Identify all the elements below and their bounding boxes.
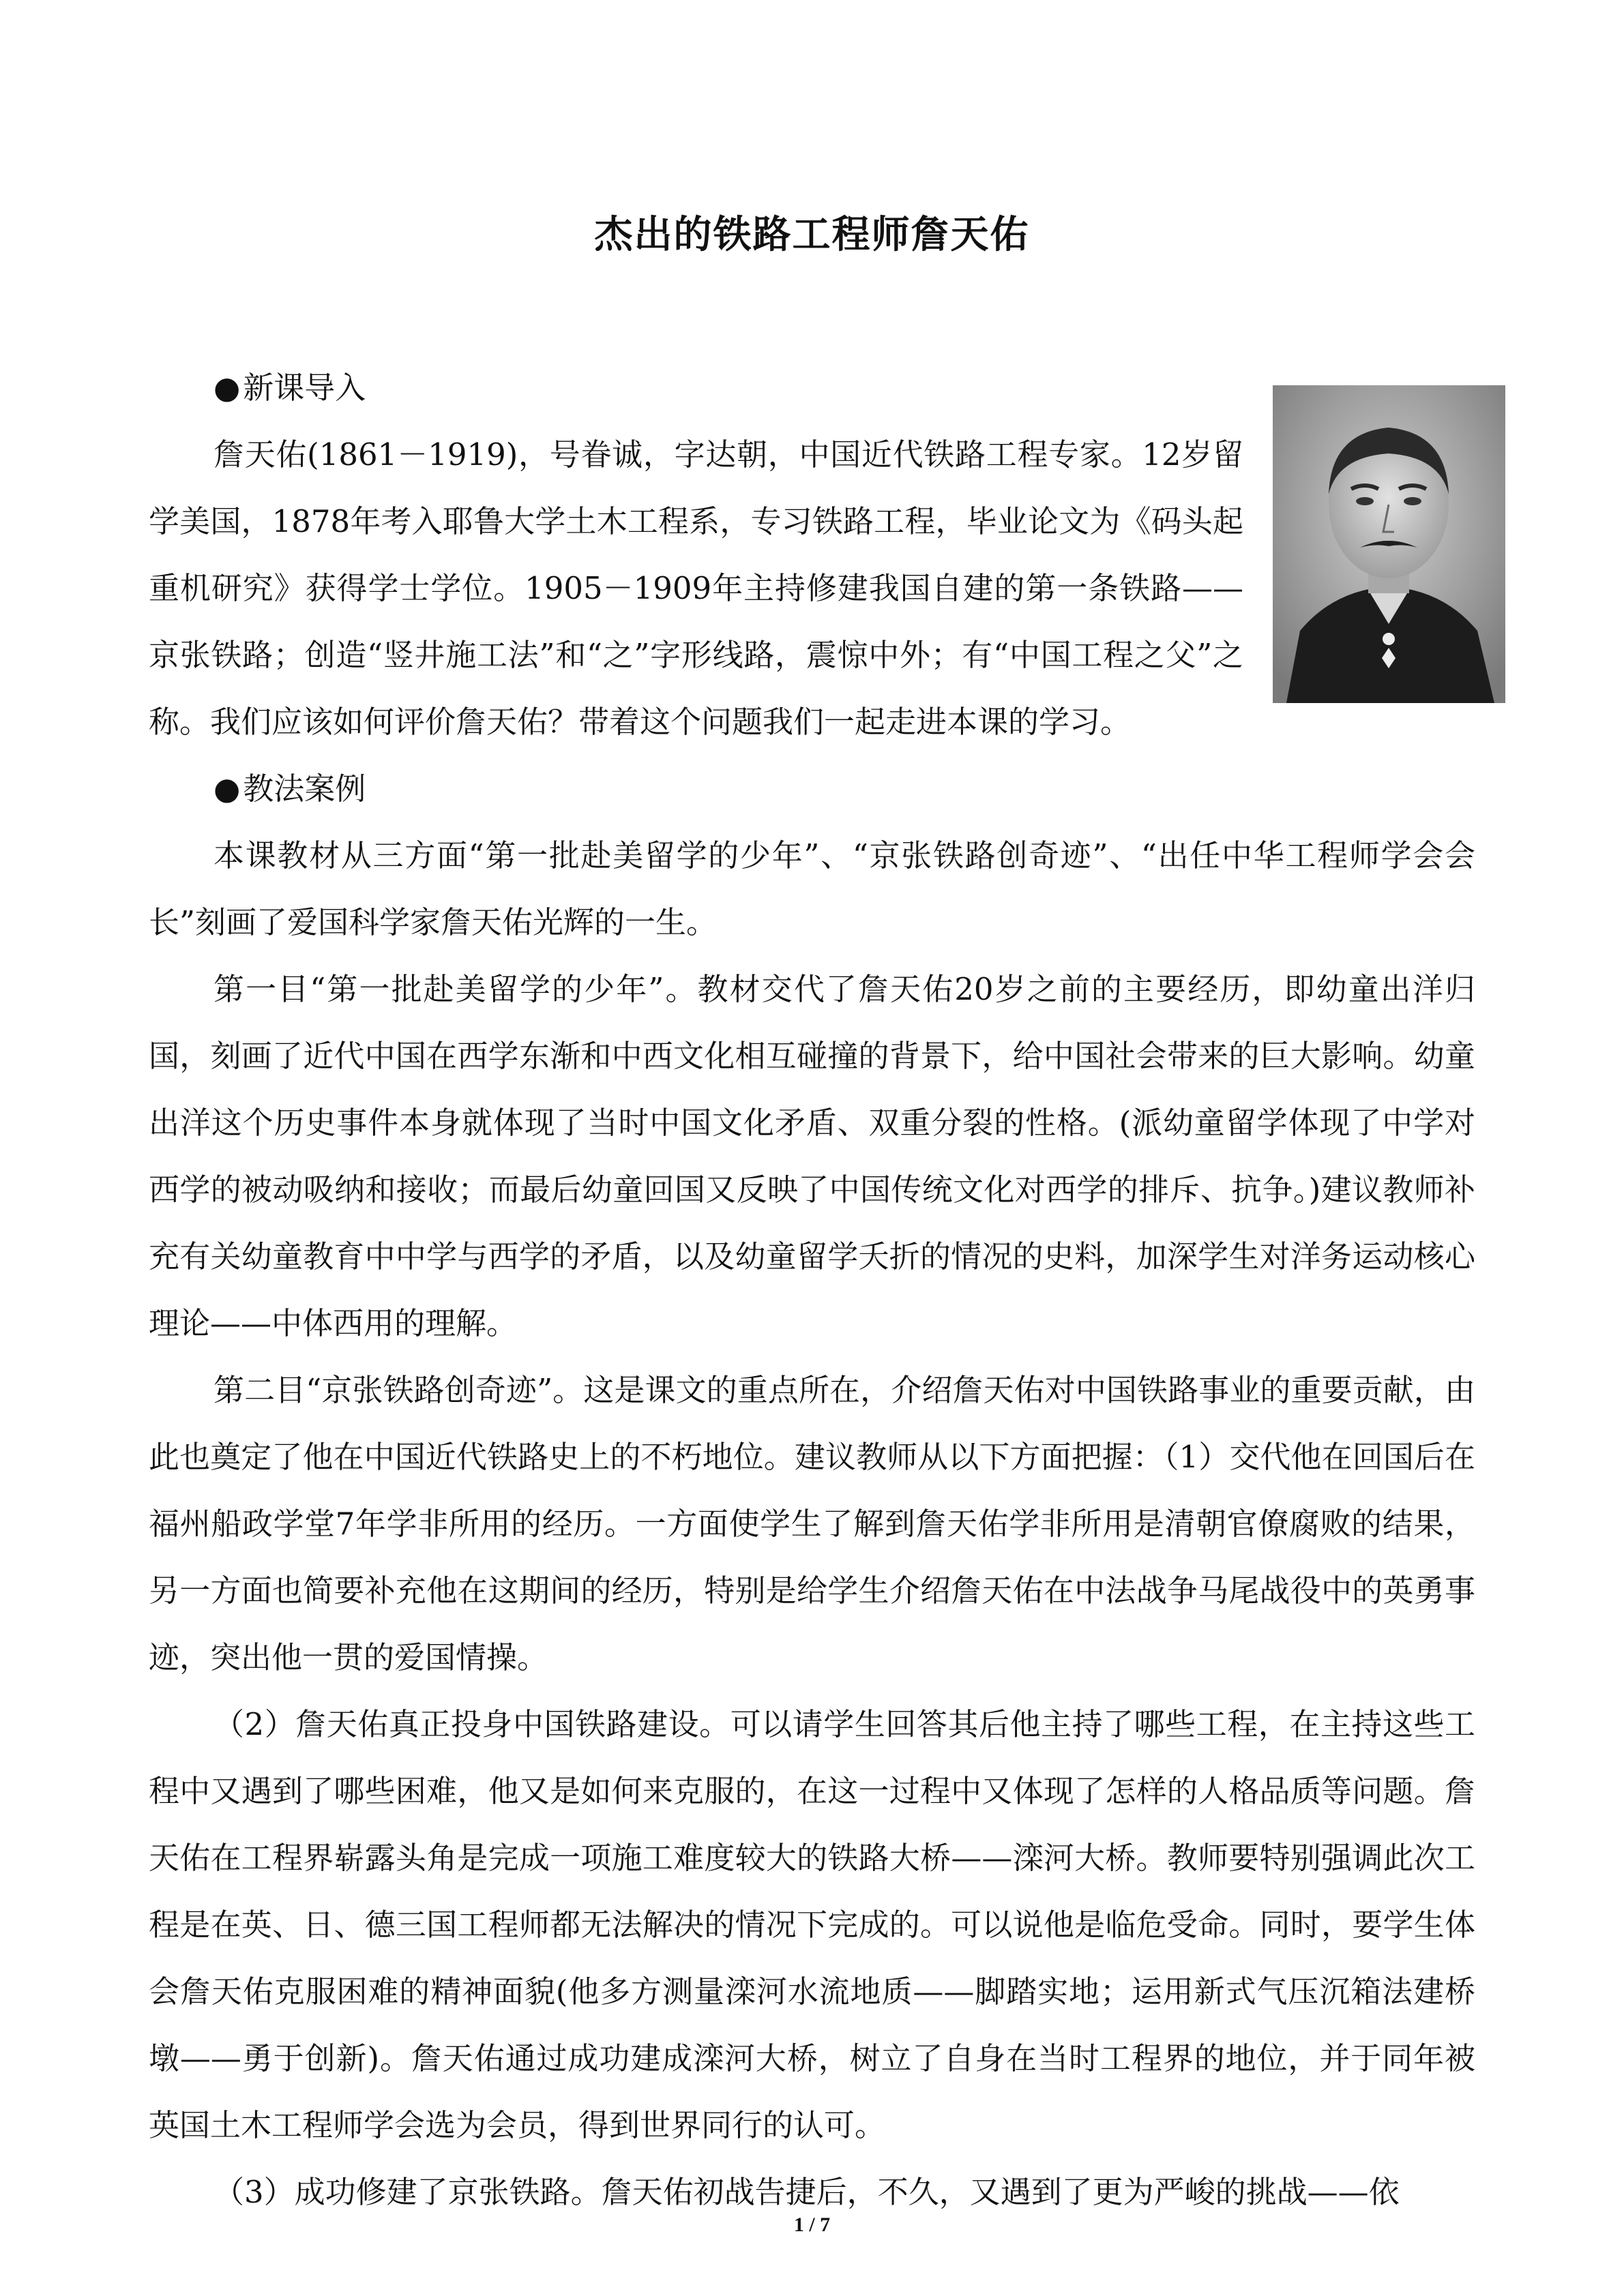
page-indicator: 1 / 7	[793, 2213, 831, 2236]
document-title: 杰出的铁路工程师詹天佑	[594, 213, 1030, 257]
intro-text-block	[149, 421, 1243, 756]
bullet-icon: ●	[213, 771, 241, 807]
section-heading-teaching-case: ●教法案例	[213, 771, 366, 807]
section-heading-intro: ●新课导入	[213, 370, 366, 406]
bullet-icon: ●	[213, 370, 241, 406]
paragraph: 第二目“京张铁路创奇迹”。这是课文的重点所在，介绍詹天佑对中国铁路事业的重要贡献，由此也奠定了他在中国近代铁路史上的不朽地位。建议教师从以下方面把握：（1）交代他在回国后在福州船政学堂7年学非所用的经历。一方面使学生了解到詹天佑学非所用是清朝官僚腐败的结果，另一方面也简要补充他在这期间的经历，特别是给学生介绍詹天佑在中法战争马尾战役中的英勇事迹，突出他一贯的爱国情操。	[149, 1372, 1475, 1675]
paragraph: 第一目“第一批赴美留学的少年”。教材交代了詹天佑20岁之前的主要经历，即幼童出洋归国，刻画了近代中国在西学东渐和中西文化相互碰撞的背景下，给中国社会带来的巨大影响。幼童出洋这个历史事件本身就体现了当时中国文化矛盾、双重分裂的性格。(派幼童留学体现了中学对西学的被动吸纳和接收；而最后幼童回国又反映了中国传统文化对西学的排斥、抗争。)建议教师补充有关幼童教育中中学与西学的矛盾，以及幼童留学夭折的情况的史料，加深学生对洋务运动核心理论——中体西用的理解。	[149, 971, 1475, 1341]
document-body	[149, 355, 1475, 2226]
paragraph: 詹天佑(1861－1919)，号眷诚，字达朝，中国近代铁路工程专家。12岁留学美国，1878年考入耶鲁大学土木工程系，专习铁路工程，毕业论文为《码头起重机研究》获得学士学位。1905－1909年主持修建我国自建的第一条铁路——京张铁路；创造“竖井施工法”和“之”字形线路，震惊中外；有“中国工程之父”之称。我们应该如何评价詹天佑？带着这个问题我们一起走进本课的学习。	[149, 436, 1243, 740]
paragraph: 本课教材从三方面“第一批赴美留学的少年”、“京张铁路创奇迹”、“出任中华工程师学会会长”刻画了爱国科学家詹天佑光辉的一生。	[149, 837, 1475, 940]
paragraph: （3）成功修建了京张铁路。詹天佑初战告捷后，不久，又遇到了更为严峻的挑战——依	[213, 2174, 1400, 2210]
paragraph: （2）詹天佑真正投身中国铁路建设。可以请学生回答其后他主持了哪些工程，在主持这些工程中又遇到了哪些困难，他又是如何来克服的，在这一过程中又体现了怎样的人格品质等问题。詹天佑在工程界崭露头角是完成一项施工难度较大的铁路大桥——滦河大桥。教师要特别强调此次工程是在英、日、德三国工程师都无法解决的情况下完成的。可以说他是临危受命。同时，要学生体会詹天佑克服困难的精神面貌(他多方测量滦河水流地质——脚踏实地；运用新式气压沉箱法建桥墩——勇于创新)。詹天佑通过成功建成滦河大桥，树立了自身在当时工程界的地位，并于同年被英国土木工程师学会选为会员，得到世界同行的认可。	[149, 1706, 1475, 2143]
